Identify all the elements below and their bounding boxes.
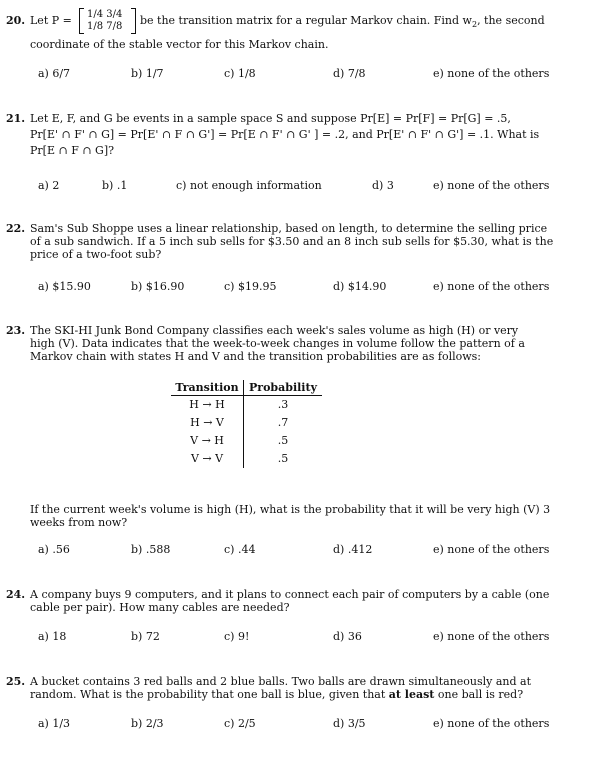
q25-choice-c[interactable]: c) 2/5 bbox=[224, 717, 256, 730]
q20-prefix: Let P = bbox=[30, 14, 72, 27]
q20-stem-line1 bbox=[140, 14, 545, 31]
q20-choice-c[interactable]: c) 1/8 bbox=[224, 67, 256, 80]
q25-line1: A bucket contains 3 red balls and 2 blue balls. Two balls are drawn simultaneously and at bbox=[30, 675, 532, 688]
q20-stem-line2: coordinate of the stable vector for this Markov chain. bbox=[30, 38, 329, 51]
q23-number: 23. bbox=[6, 324, 26, 337]
q24-line1: A company buys 9 computers, and it plans to connect each pair of computers by a cable (one bbox=[30, 588, 550, 601]
table-cell-transition: V → V bbox=[171, 450, 244, 468]
table-row bbox=[171, 450, 322, 468]
table-header-probability: Probability bbox=[244, 380, 323, 396]
q25-line2 bbox=[30, 688, 523, 701]
q25-choice-d[interactable]: d) 3/5 bbox=[333, 717, 366, 730]
q20-choice-b[interactable]: b) 1/7 bbox=[131, 67, 164, 80]
q23-choice-d[interactable]: d) .412 bbox=[333, 543, 373, 556]
table-cell-probability: .3 bbox=[277, 398, 289, 411]
table-cell-transition: H → V bbox=[171, 414, 244, 432]
q25-choice-b[interactable]: b) 2/3 bbox=[131, 717, 164, 730]
q22-line1: Sam's Sub Shoppe uses a linear relationship, based on length, to determine the selling price bbox=[30, 222, 548, 235]
table-cell-probability: .7 bbox=[277, 416, 289, 429]
q25-emphasis: at least bbox=[388, 688, 435, 701]
q22-choice-d[interactable]: d) $14.90 bbox=[333, 280, 387, 293]
q22-choice-a[interactable]: a) $15.90 bbox=[38, 280, 91, 293]
q21-line1: Let E, F, and G be events in a sample space S and suppose Pr[E] = Pr[F] = Pr[G] = .5, bbox=[30, 112, 511, 125]
table-cell-transition: H → H bbox=[171, 396, 244, 415]
q23-choice-a[interactable]: a) .56 bbox=[38, 543, 70, 556]
q24-choice-e[interactable]: e) none of the others bbox=[433, 630, 550, 643]
q25-choice-a[interactable]: a) 1/3 bbox=[38, 717, 71, 730]
q25-choice-e[interactable]: e) none of the others bbox=[433, 717, 550, 730]
table-row bbox=[171, 396, 322, 415]
q20-stem-text-end: , the second bbox=[477, 14, 545, 27]
q24-line2: cable per pair). How many cables are needed? bbox=[30, 601, 290, 614]
q20-choice-d[interactable]: d) 7/8 bbox=[333, 67, 366, 80]
q22-choice-b[interactable]: b) $16.90 bbox=[131, 280, 185, 293]
q23-choice-b[interactable]: b) .588 bbox=[131, 543, 171, 556]
q24-choice-b[interactable]: b) 72 bbox=[131, 630, 160, 643]
q21-choice-d[interactable]: d) 3 bbox=[372, 179, 394, 192]
q24-number: 24. bbox=[6, 588, 26, 601]
q25-line2-text-end: one ball is red? bbox=[437, 688, 524, 701]
q24-choice-d[interactable]: d) 36 bbox=[333, 630, 362, 643]
q21-choice-e[interactable]: e) none of the others bbox=[433, 179, 550, 192]
q24-choice-c[interactable]: c) 9! bbox=[224, 630, 250, 643]
q25-number: 25. bbox=[6, 675, 26, 688]
q20-choice-a[interactable]: a) 6/7 bbox=[38, 67, 71, 80]
q22-line2: of a sub sandwich. If a 5 inch sub sells for $3.50 and an 8 inch sub sells for $5.30, what is the bbox=[30, 235, 554, 248]
q22-number: 22. bbox=[6, 222, 26, 235]
q23-question-line2: weeks from now? bbox=[30, 516, 128, 529]
q20-matrix-row2: 1/8 7/8 bbox=[87, 21, 123, 32]
q21-choice-c[interactable]: c) not enough information bbox=[176, 179, 322, 192]
q21-line3: Pr[E ∩ F ∩ G]? bbox=[30, 144, 115, 157]
q21-number: 21. bbox=[6, 112, 26, 125]
table-cell-transition: V → H bbox=[171, 432, 244, 450]
table-cell-probability: .5 bbox=[277, 452, 289, 465]
table-row bbox=[171, 432, 322, 450]
q20-matrix bbox=[79, 8, 136, 34]
q22-line3: price of a two-foot sub? bbox=[30, 248, 162, 261]
q23-line2: high (V). Data indicates that the week-to-week changes in volume follow the pattern of a bbox=[30, 337, 525, 350]
table-row bbox=[171, 414, 322, 432]
q23-line1: The SKI-HI Junk Bond Company classifies each week's sales volume as high (H) or very bbox=[30, 324, 519, 337]
q21-line2: Pr[E' ∩ F' ∩ G] = Pr[E' ∩ F ∩ G'] = Pr[E ∩ F' ∩ G' ] = .2, and Pr[E' ∩ F' ∩ G'] = .1. What is bbox=[30, 128, 540, 141]
q21-choice-a[interactable]: a) 2 bbox=[38, 179, 60, 192]
q24-choice-a[interactable]: a) 18 bbox=[38, 630, 67, 643]
q20-number: 20. bbox=[6, 14, 26, 27]
table-header-transition: Transition bbox=[171, 380, 244, 396]
table-header-row bbox=[171, 380, 322, 396]
q23-choice-c[interactable]: c) .44 bbox=[224, 543, 256, 556]
q23-question-line1: If the current week's volume is high (H), what is the probability that it will be very high (V) 3 bbox=[30, 503, 551, 516]
q20-subscript: 2 bbox=[471, 20, 478, 30]
table-cell-probability: .5 bbox=[277, 434, 289, 447]
q21-choice-b[interactable]: b) .1 bbox=[102, 179, 128, 192]
q23-line3: Markov chain with states H and V and the transition probabilities are as follows: bbox=[30, 350, 481, 363]
q20-choice-e[interactable]: e) none of the others bbox=[433, 67, 550, 80]
q22-choice-e[interactable]: e) none of the others bbox=[433, 280, 550, 293]
q23-choice-e[interactable]: e) none of the others bbox=[433, 543, 550, 556]
q20-stem-text: be the transition matrix for a regular Markov chain. Find w bbox=[140, 14, 472, 27]
q25-line2-text: random. What is the probability that one ball is blue, given that bbox=[30, 688, 386, 701]
transition-table bbox=[171, 380, 322, 468]
q20-matrix-row1: 1/4 3/4 bbox=[87, 9, 123, 20]
q22-choice-c[interactable]: c) $19.95 bbox=[224, 280, 277, 293]
